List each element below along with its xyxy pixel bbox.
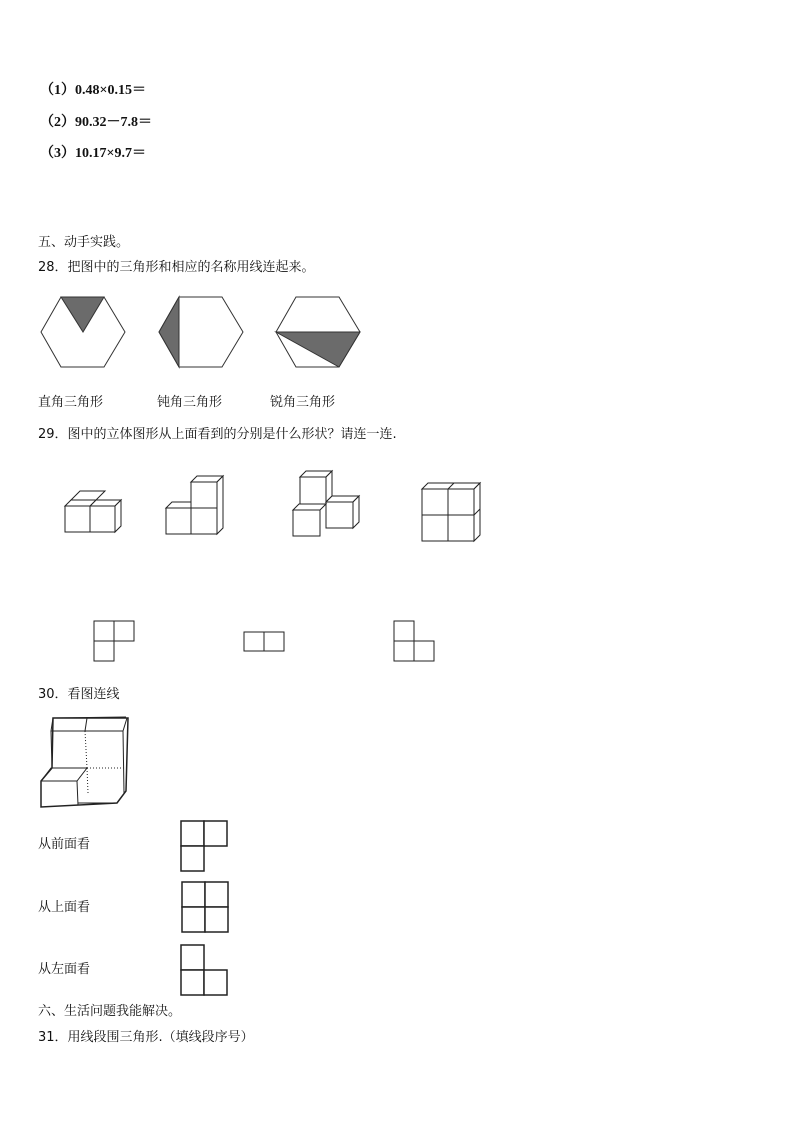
top-view-option-2 (243, 631, 287, 653)
view-label-front: 从前面看 (38, 837, 91, 852)
view-option-2 (181, 881, 231, 935)
solid-figure-4 (421, 482, 485, 544)
hexagon-right-triangle-figure (40, 296, 126, 368)
top-view-option-3 (393, 620, 437, 664)
view-option-3 (180, 944, 230, 998)
view-option-1 (180, 820, 230, 874)
calc-item-3: （3）10.17×9.7＝ (40, 146, 146, 161)
q31-text: 31．用线段围三角形.（填线段序号） (38, 1030, 254, 1045)
section-5-heading: 五、动手实践。 (38, 235, 130, 250)
view-label-left: 从左面看 (38, 962, 91, 977)
solid-figure-2 (165, 475, 227, 537)
q30-solid-figure (38, 715, 130, 811)
label-acute-triangle: 锐角三角形 (270, 395, 336, 410)
q30-text: 30．看图连线 (38, 687, 120, 702)
solid-figure-1 (64, 490, 128, 534)
solid-figure-3 (292, 470, 362, 540)
label-right-triangle: 直角三角形 (38, 395, 104, 410)
label-obtuse-triangle: 钝角三角形 (157, 395, 223, 410)
calc-item-2: （2）90.32－7.8＝ (40, 115, 152, 130)
top-view-option-1 (93, 620, 137, 664)
hexagon-acute-triangle-figure (275, 296, 361, 368)
view-label-top: 从上面看 (38, 900, 91, 915)
q28-text: 28．把图中的三角形和相应的名称用线连起来。 (38, 260, 315, 275)
calc-item-1: （1）0.48×0.15＝ (40, 83, 146, 98)
q29-text: 29．图中的立体图形从上面看到的分别是什么形状？请连一连. (38, 427, 397, 442)
hexagon-obtuse-triangle-figure (158, 296, 244, 368)
section-6-heading: 六、生活问题我能解决。 (38, 1004, 182, 1019)
